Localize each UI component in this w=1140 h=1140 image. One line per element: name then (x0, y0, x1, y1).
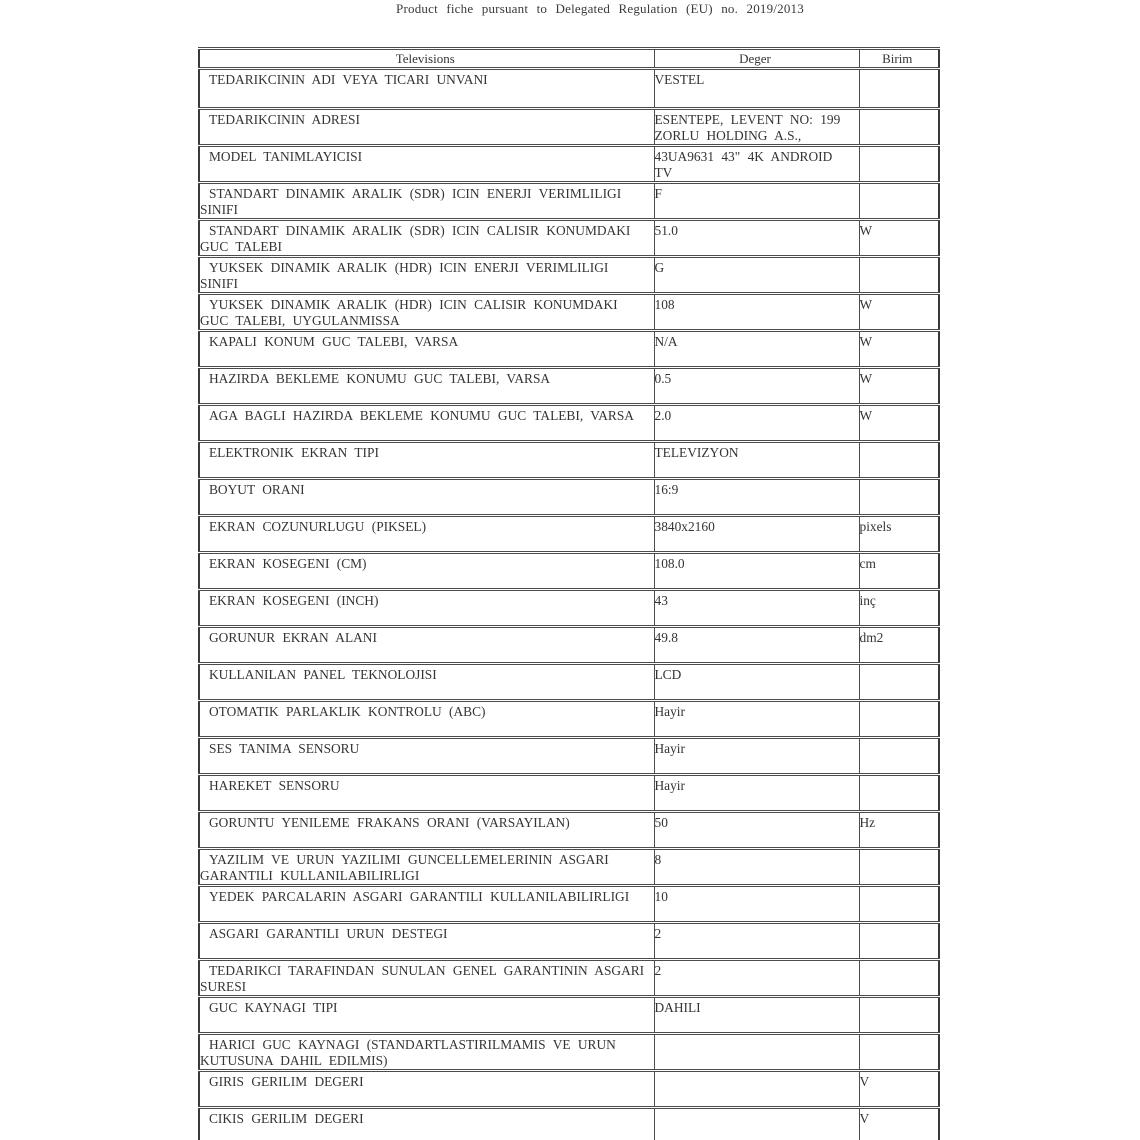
table-row (199, 69, 939, 109)
table-header (199, 49, 939, 69)
row-unit-cell (859, 960, 939, 997)
row-unit-cell: W (859, 368, 939, 405)
row-label-cell: KAPALI KONUM GUC TALEBI, VARSA (199, 331, 654, 368)
column-header-deger: Deger (654, 49, 859, 69)
row-value-cell: 3840x2160 (654, 516, 859, 553)
row-label-cell: MODEL TANIMLAYICISI (199, 146, 654, 183)
row-value-cell: 108.0 (654, 553, 859, 590)
row-value-cell: 16:9 (654, 479, 859, 516)
row-value-cell: N/A (654, 331, 859, 368)
row-value-cell: 2 (654, 960, 859, 997)
table-row (199, 812, 939, 849)
header-row (199, 49, 939, 69)
row-value-cell: 51.0 (654, 220, 859, 257)
row-value-cell (654, 1108, 859, 1140)
row-value-cell: 43UA9631 43" 4K ANDROID TV (654, 146, 859, 183)
row-unit-cell (859, 183, 939, 220)
row-unit-cell (859, 69, 939, 109)
table-body (199, 69, 939, 1140)
row-value-cell: 0.5 (654, 368, 859, 405)
row-label-cell: TEDARIKCI TARAFINDAN SUNULAN GENEL GARANTININ ASGARI SURESI (199, 960, 654, 997)
table-row (199, 479, 939, 516)
row-value-cell: VESTEL (654, 69, 859, 109)
row-unit-cell: Hz (859, 812, 939, 849)
row-label-cell: GORUNTU YENILEME FRAKANS ORANI (VARSAYILAN) (199, 812, 654, 849)
row-label-cell: YUKSEK DINAMIK ARALIK (HDR) ICIN CALISIR KONUMDAKI GUC TALEBI, UYGULANMISSA (199, 294, 654, 331)
row-value-cell: Hayir (654, 775, 859, 812)
row-value-cell: DAHILI (654, 997, 859, 1034)
row-label-cell: KULLANILAN PANEL TEKNOLOJISI (199, 664, 654, 701)
row-value-cell: 43 (654, 590, 859, 627)
table-row (199, 738, 939, 775)
row-unit-cell (859, 479, 939, 516)
row-unit-cell (859, 109, 939, 146)
row-value-cell: 49.8 (654, 627, 859, 664)
table-row (199, 405, 939, 442)
row-label-cell: GORUNUR EKRAN ALANI (199, 627, 654, 664)
row-unit-cell (859, 1034, 939, 1071)
row-unit-cell: W (859, 220, 939, 257)
page-title: Product fiche pursuant to Delegated Regulation (EU) no. 2019/2013 (396, 1, 804, 16)
row-unit-cell: W (859, 331, 939, 368)
table-row (199, 849, 939, 886)
table-row (199, 146, 939, 183)
row-label-cell: EKRAN KOSEGENI (CM) (199, 553, 654, 590)
row-label-cell: HAZIRDA BEKLEME KONUMU GUC TALEBI, VARSA (199, 368, 654, 405)
row-label-cell: GUC KAYNAGI TIPI (199, 997, 654, 1034)
row-unit-cell: inç (859, 590, 939, 627)
row-label-cell: CIKIS GERILIM DEGERI (199, 1108, 654, 1140)
row-label-cell: HAREKET SENSORU (199, 775, 654, 812)
row-value-cell: 10 (654, 886, 859, 923)
table-row (199, 331, 939, 368)
table-row (199, 775, 939, 812)
row-unit-cell (859, 257, 939, 294)
row-label-cell: HARICI GUC KAYNAGI (STANDARTLASTIRILMAMIS VE URUN KUTUSUNA DAHIL EDILMIS) (199, 1034, 654, 1071)
row-label-cell: GIRIS GERILIM DEGERI (199, 1071, 654, 1108)
row-value-cell: 50 (654, 812, 859, 849)
row-label-cell: SES TANIMA SENSORU (199, 738, 654, 775)
row-value-cell: TELEVIZYON (654, 442, 859, 479)
table-row (199, 183, 939, 220)
row-unit-cell (859, 738, 939, 775)
row-value-cell: Hayir (654, 738, 859, 775)
row-unit-cell (859, 923, 939, 960)
table-row (199, 294, 939, 331)
row-label-cell: YEDEK PARCALARIN ASGARI GARANTILI KULLANILABILIRLIGI (199, 886, 654, 923)
row-label-cell: YAZILIM VE URUN YAZILIMI GUNCELLEMELERININ ASGARI GARANTILI KULLANILABILIRLIGI (199, 849, 654, 886)
row-unit-cell (859, 997, 939, 1034)
row-unit-cell: dm2 (859, 627, 939, 664)
row-label-cell: STANDART DINAMIK ARALIK (SDR) ICIN ENERJI VERIMLILIGI SINIFI (199, 183, 654, 220)
row-unit-cell (859, 442, 939, 479)
row-unit-cell (859, 886, 939, 923)
row-value-cell (654, 1034, 859, 1071)
row-value-cell: G (654, 257, 859, 294)
row-unit-cell (859, 775, 939, 812)
table-row (199, 701, 939, 738)
table-row (199, 442, 939, 479)
row-unit-cell (859, 701, 939, 738)
row-label-cell: AGA BAGLI HAZIRDA BEKLEME KONUMU GUC TALEBI, VARSA (199, 405, 654, 442)
table-row (199, 590, 939, 627)
table-row (199, 664, 939, 701)
row-label-cell: ASGARI GARANTILI URUN DESTEGI (199, 923, 654, 960)
row-value-cell: 8 (654, 849, 859, 886)
table-row (199, 1108, 939, 1140)
table-row (199, 886, 939, 923)
table-row (199, 220, 939, 257)
row-label-cell: BOYUT ORANI (199, 479, 654, 516)
row-label-cell: EKRAN KOSEGENI (INCH) (199, 590, 654, 627)
row-value-cell: 108 (654, 294, 859, 331)
row-unit-cell: cm (859, 553, 939, 590)
table-row (199, 960, 939, 997)
row-value-cell: LCD (654, 664, 859, 701)
row-unit-cell (859, 849, 939, 886)
row-unit-cell (859, 664, 939, 701)
row-label-cell: ELEKTRONIK EKRAN TIPI (199, 442, 654, 479)
table-row (199, 627, 939, 664)
row-value-cell: 2 (654, 923, 859, 960)
row-label-cell: TEDARIKCININ ADRESI (199, 109, 654, 146)
table-row (199, 109, 939, 146)
row-unit-cell (859, 146, 939, 183)
row-unit-cell: V (859, 1071, 939, 1108)
row-label-cell: STANDART DINAMIK ARALIK (SDR) ICIN CALISIR KONUMDAKI GUC TALEBI (199, 220, 654, 257)
table-row (199, 997, 939, 1034)
table-row (199, 368, 939, 405)
row-value-cell: Hayir (654, 701, 859, 738)
table-row (199, 553, 939, 590)
table-row (199, 1071, 939, 1108)
row-label-cell: YUKSEK DINAMIK ARALIK (HDR) ICIN ENERJI VERIMLILIGI SINIFI (199, 257, 654, 294)
row-label-cell: OTOMATIK PARLAKLIK KONTROLU (ABC) (199, 701, 654, 738)
row-label-cell: EKRAN COZUNURLUGU (PIKSEL) (199, 516, 654, 553)
row-unit-cell: W (859, 405, 939, 442)
row-value-cell: F (654, 183, 859, 220)
row-unit-cell: W (859, 294, 939, 331)
column-header-birim: Birim (859, 49, 939, 69)
table-row (199, 923, 939, 960)
row-label-cell: TEDARIKCININ ADI VEYA TICARI UNVANI (199, 69, 654, 109)
table-row (199, 257, 939, 294)
table-row (199, 1034, 939, 1071)
row-value-cell (654, 1071, 859, 1108)
product-fiche-table (198, 47, 940, 1140)
row-value-cell: 2.0 (654, 405, 859, 442)
table-row (199, 516, 939, 553)
column-header-televisions: Televisions (199, 49, 654, 69)
row-unit-cell: V (859, 1108, 939, 1140)
row-unit-cell: pixels (859, 516, 939, 553)
row-value-cell: ESENTEPE, LEVENT NO: 199 ZORLU HOLDING A.S., (654, 109, 859, 146)
